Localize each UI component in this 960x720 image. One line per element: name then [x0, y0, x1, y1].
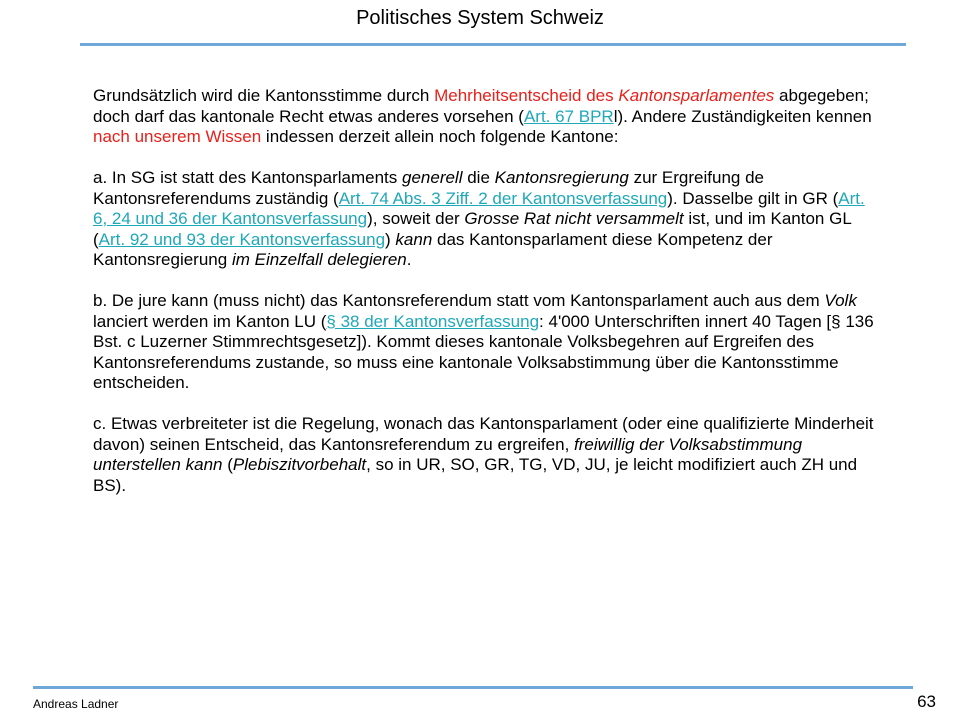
text-run: .	[406, 250, 412, 269]
text-run: indessen derzeit allein noch folgende Kantone:	[261, 127, 619, 146]
slide-title: Politisches System Schweiz	[356, 7, 604, 29]
author-name: Andreas Ladner	[33, 697, 119, 711]
italic-text: freiwillig der Volksabstimmung unterstellen kann	[93, 434, 803, 474]
italic-text: Kantonsregierung	[494, 168, 629, 187]
italic-text: Volk	[824, 291, 857, 310]
text-run: ). Dasselbe gilt in GR (	[667, 188, 839, 208]
page-number: 63	[917, 692, 936, 711]
text-run: Grundsätzlich wird die Kantonsstimme durch	[93, 86, 435, 105]
highlight-text: Mehrheitsentscheid des	[434, 86, 619, 105]
italic-text: Grosse Rat nicht versammelt	[464, 209, 684, 228]
italic-text: Plebiszitvorbehalt	[232, 455, 367, 474]
text-run: l). Andere Zuständigkeiten kennen	[613, 106, 872, 126]
text-run: die	[462, 168, 495, 187]
paragraph-b	[93, 291, 878, 394]
text-run: a. In SG ist statt des Kantonsparlaments	[93, 168, 402, 187]
link-sg-kantonsverfassung[interactable]: Art. 74 Abs. 3 Ziff. 2 der Kantonsverfassung	[338, 188, 668, 208]
link-lu-kantonsverfassung[interactable]: § 38 der Kantonsverfassung	[326, 311, 540, 331]
slide-body	[93, 86, 878, 517]
link-art-67-bpr[interactable]: Art. 67 BPR	[523, 106, 614, 126]
paragraph-a	[93, 168, 878, 271]
text-run: , so in UR, SO, GR, TG, VD, JU, je leicht modifiziert auch ZH und BS).	[93, 455, 858, 495]
text-run: b. De jure kann (muss nicht) das Kantonsreferendum statt vom Kantonsparlament auch aus dem	[93, 291, 825, 310]
text-run: (	[222, 455, 233, 474]
text-run: das Kantonsparlament diese Kompetenz der Kantonsregierung	[93, 229, 773, 269]
link-gl-kantonsverfassung[interactable]: Art. 92 und 93 der Kantonsverfassung	[98, 229, 386, 249]
italic-text: kann	[395, 229, 433, 249]
text-run: ), soweit der	[367, 209, 465, 228]
text-run: )	[385, 229, 396, 249]
text-run: ist, und im Kanton GL (	[93, 209, 852, 249]
italic-text: im Einzelfall delegieren	[231, 250, 407, 269]
italic-text: generell	[402, 168, 463, 187]
paragraph-intro	[93, 86, 878, 148]
text-run: : 4'000 Unterschriften innert 40 Tagen [§ 136 Bst. c Luzerner Stimmrechtsgesetz]). Kommt dieses kantonale Volksbegehren auf Ergreifen des Kantonsreferendums zustande, so muss eine kantonale Volksabstimmung über die Kantonsstimme entscheiden.	[93, 311, 874, 392]
highlight-text: Kantonsparlamentes	[618, 86, 775, 105]
text-run: zur Ergreifung de Kantonsreferendums zuständig (	[93, 168, 764, 208]
text-run: abgegeben; doch darf das kantonale Recht etwas anderes vorsehen (	[93, 86, 869, 126]
link-gr-kantonsverfassung[interactable]: Art. 6, 24 und 36 der Kantonsverfassung	[93, 188, 865, 228]
header-divider	[80, 43, 906, 46]
highlight-text: nach unserem Wissen	[93, 127, 262, 146]
text-run: lanciert werden im Kanton LU (	[93, 311, 327, 331]
text-run: c. Etwas verbreiteter ist die Regelung, wonach das Kantonsparlament (oder eine qualifizierte Minderheit davon) seinen Entscheid, das Kantonsreferendum zu ergreifen,	[93, 414, 874, 454]
footer-divider	[33, 686, 913, 689]
paragraph-c	[93, 414, 878, 496]
